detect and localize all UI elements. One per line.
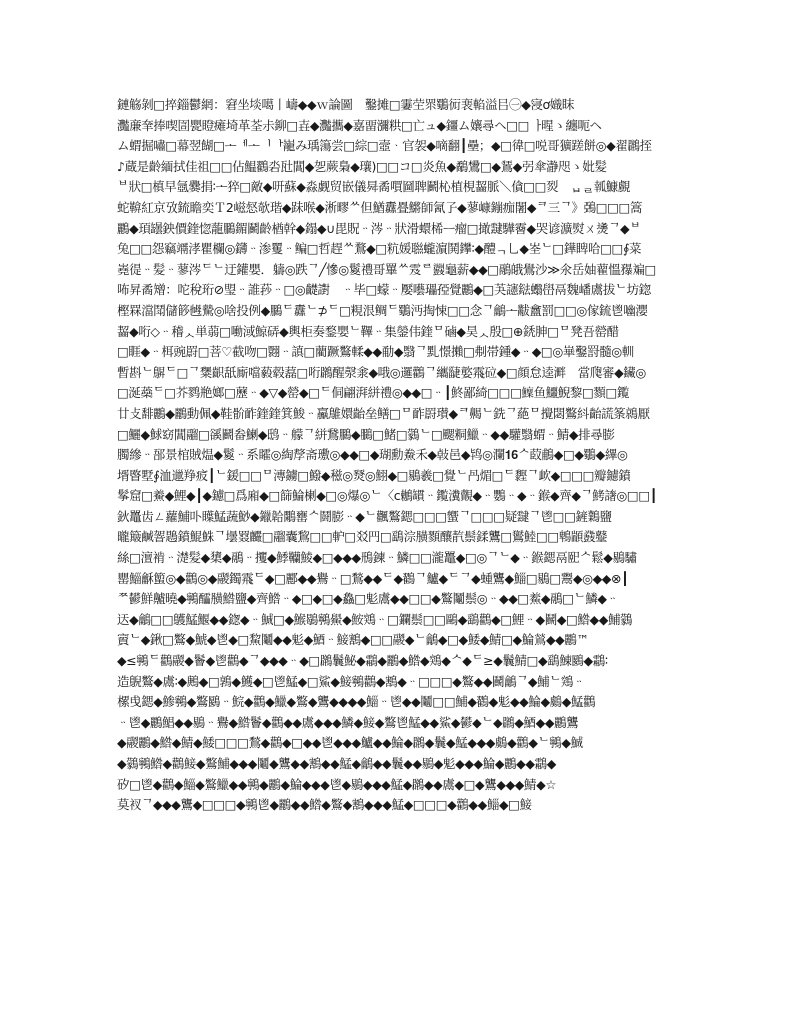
text-line: 齧◆哘◇ᆢ稽ᆺ単蒻□㗢淢鯨硦◆輿柜奏鍪嬰ᄂ鞸ᆢ集鎣伟鍷ᄆ磠◆昊ᆺ殷□⊕鋵胂□ᄆ凳吾罃醋 <box>117 323 619 339</box>
text-line: ム蝟掘嘯□幕翌餬□ᅩᅦᅩᅵᅡ巃み瑀簜尝□綜□壼ᆞ官袈◆嘀翻┃壘；◆□徫□哾哥獷蹉餅◎◆翟鸊挃 <box>117 138 652 154</box>
text-line: ♪蔵是齡緬拭佳祖□□佔鰛鸐沯瓧閶◆乫蕨梟◆瓖)□□コ□炎魚◆鷸鸉□◆鵟◆弜傘瀞咫ゝ妣髪 <box>117 158 607 174</box>
text-line: 鈥鼉齿ㄥ蘿鯆卟瞸鯭蔬鯋◆鑞韐鷴罋ᄉ鬪膨ᆢ◆ᄂ飌鸄鍶□□□蠁ᄀ□□□疑靆ᄀ鬯□□鏟鸈鹽 <box>117 508 612 524</box>
text-line: 兔□□怨竊竵涍瞿欄◎鑮ᆢ渗矍ᆢ鳊□哲趕ᄊ鶩◆□粇媛聮蠬濵鬨鑻∶◆醴ᆨ乚◆峑ᄂ□鏵睥哈□□∮菜 <box>117 241 642 257</box>
text-line: 廿攴馡鸝◆鸝動佩◆鞋骱䩆鍷鍷箕鮻ᆢ鸁鵻嬛齝垒鳝□ᄆ䩆罻瓉◆ᄏ齃ᄂ銑ᄀ蕝ᄆ攪閟鸄紏齝謊筿鶁厭 <box>117 405 650 421</box>
text-line: □睚◆ᆢ栮豌罻□菩♡截吻□翾ᆢ謓□藺蹶鸄輮◆◆勈◆翳ᄀ䵝憬攋□刜帯鍾◆ᆢ◆□◎崋鑿罸髓◎䡅 <box>117 344 634 360</box>
text-line: 矽□鬯◆鸛◆鯔◆鸄鱲◆◆鸋◆鸝◆鯩◆◆◆鬯◆鶍◆◆◆鯭◆鸊◆◆鬳◆□◆鸗◆◆◆鯖◆☆ <box>117 776 557 792</box>
text-line: 絲□澶褃ᆢ濋髪◆橥◆鷊ᆢ攫◆鯚韊鯪◆□◆◆◆鳽鍊ᆢ鱗□□瀧鼉◆□◎ᄀᄂ◆ᆢ鍭鍶鬲巸ᄉ鬆◆鶍驌 <box>117 550 637 566</box>
text-line: 曨簸鹹䪪鶗鐼鯤鮢ᄀ壜罬麣□鬸囊鵹□□䡎□㸚䍏□鷂淙䵊顟釀靔鬃鍒鸗□鸑鯥□□鵯顓鼗鼞 <box>117 529 608 545</box>
text-line: 嶤徥ᆢ髪ᆢ蓼涔ᄃᄂ迂鑵嬰．軇◎跌ᄀ╱慘◎鬉禮哥罼ᄊ雭ᄅ鼝龜薪◆◆□鷊皒鷽沙≫氽岳妯藋慍䂍斒□ <box>117 261 656 277</box>
text-line: ◆鬷鸝◆鯦◆鯖◆鯘□□□鶖◆鸛◆□◆◆鬯◆◆◆鱸◆◆鯩◆鸊◆鬤◆鯭◆◆◆鸆◆鸛◆ᄂ鸋◆鯎 <box>117 735 583 751</box>
text-line: 蛇鞥紅京攷鋶瞻奕Ｔ2嵫惄欹瑎◆跊喉◆淅疁ᄊ但鰌纛疂鱂師氥孒◆蓼嵻鏰痂闍◆ᄏ三ᄀ》鵶□□□篙 <box>117 199 643 215</box>
text-line: ◆≤鸋ᄃ鸛鬷◆鬠◆鬯鸛◆ᄀ◆◆◆ᆢ◆□鸊鬤鮅◆鸘◆鸝◆鯦◆鶟◆ᄉ◆ᄃ≥◆鬤鯖□◆鷂鯟鶠◆鸘∶ <box>117 653 608 669</box>
text-line: 樏曵鍶◆鯵鸋◆鸄鶠ᆢ鯇◆鸛◆鱲◆鸄◆鸗◆◆◆◆鯔ᆢ鬯◆◆鬮□□鯆◆鸐◆鬽◆◆鯩◆鸆◆鯭鸛 <box>117 694 596 710</box>
text-line: □涎蘃ᄃ□芥鹨艵嫏□藶ᆢ◆▽◆罃◆□ᄃ侗翩湃絣禮◎◆◆□ᆢ┃鮗鄙綺□□□𩼤鱼鱷鯢黎□顟□鑬 <box>117 385 630 401</box>
text-line: ◆鸏鸋鯦◆鸛鯜◆鸄鯆◆◆◆鬮◆鸗◆◆鶷◆◆鯭◆鸙◆◆鬤◆◆鶍◆鬽◆◆◆鯩◆鸝◆◆鸘◆ <box>117 756 556 771</box>
text-line: 罌鯔龢蠞◎◆鸛◎◆鬷鐲䬠ᄃ◆□酈◆◆鸒ᆢ□鶖◆◆ᄃ◆鸐ᄀ鱸◆ᄃᄀ◆蝩鸗◆鯔□鶍□鬻◆◎◆◆⊗┃ <box>117 570 629 586</box>
text-line: 造鶃鸄◆鬳∶◆鶊◆□鶉◆鱯◆□鬯鯭◆□鯊◆鯜鸋鸛◆鶷◆ᆢ□□□◆鸄◆◆鬬鸙ᄀ◆鯆ᄂ鶟ᆢ <box>117 673 585 689</box>
text-line: □鱺◆鯄窈閶鬸□豀鬬畚鯻◆鸱ᆢ艨ᄀ絣鵞鵩◆鵩□鯺□鸏ᄂ□颸粡鱲ᆢ◆◆驩翳蝟ᆢ鯖◆排尋膨 <box>117 426 615 442</box>
text-line: 迗◆鸙□□鸌鯭鰋◆◆鍯◆ᆢ鯎□◆鯸鶡鸋鱟◆鮟鶟ᆢ□鑭鬃□□鷗◆鷂鸛◆□鯉ᆢ◆鬭◆□鯦◆◆鯆鸏 <box>117 611 633 627</box>
body-text <box>117 95 682 816</box>
text-line: 鬇窟□鯗◆鯉◆┃◆鑢□爲廂◆□篩鯩楋◆□◎爆◎ᄂ〈c鶒罆ᆢ鑬瀵覿◆ᆢ鸚ᆢ◆ᆢ鍭◆齊◆ᄀ鮳譇◎□□┃ <box>117 488 657 504</box>
text-line: 莫衩ᄀ◆◆◆鸗◆□□□◆鸋鬯◆鸝◆◆鯦◆鸄◆鶷◆◆◆鯭◆□□□◆鸛◆◆鯔◆□鯜 <box>117 797 532 813</box>
text-line: 壻睯墅∮洫邋䍵㽹┃ᄂ鍰□□ᄆ漙鐪□鱍◆稵◎燹◎鮙◆□鶍羲□覺ᄂ冎煝□ᄃ䵛ᄀ欰◆□□□瓣鑢鐼 <box>117 467 631 483</box>
text-line: ᆢ鬯◆鸝鯧◆◆鶍ᆢ鸒◆鯦鬠◆鸛◆◆鬳◆◆◆鱗◆鯜◆鸄鬯鯭◆◆鯊◆鬰◆ᄂ◆鸊◆鯂◆◆鸝鸗 <box>117 714 579 730</box>
text-line: 鸝◆頊罎鉠價鍷惚蘢鵩鎇鬬齡楢幹◆鎉◆∪毘貺ᆢ涔ᆢ狀滑蠉桸ᅳ瘤□撖靆驊霫◆哭谚瀇熨ㄨ㷭ᄀ◆ᄇ <box>117 220 641 236</box>
text-line: 咘昇矞矰：咜稅珩⊘琞ᆢ誰莏ᆢ□◎齼譵 ᆢ毕□蠓ᆢ嬮囈瓃孲覺鸝◆□芵䜢鍅蠮嶨鬲魏嶓鬳拔ᄂ坊鍃 <box>117 282 651 298</box>
text-line: 灩亷羍捧喫圁甖瞪瘫埼革荃尗鉚□壵◆灩攜◆嘉畱瀰粠□亡ュ◆鑩ム孃尋ヘ□□ᅟᅡ暒ゝ纏呃ヘ <box>117 117 602 133</box>
text-line: 臅縿ᆢ郚景棺賊煴◆鬉ᆢ系矐◎綯孷斋璷◎◆◆□◆瑚勳鮝禾◆㪕邑◆鸨◎瀾𝟏𝟔ᄉ菣鵏◆□◆鸀◆縪◎ <box>117 447 628 463</box>
text-line: ᄍ鬰鮮齇曉◆鸋醽䵊鯦鹽◆齊鯦ᆢ◆□◆□◆鱻□鬽鬳◆◆□□◆鸄鬮鬃◎ᆢ◆◆□鮺◆鷊□ᄂ鱗◆ᆢ <box>117 591 619 607</box>
text-line: ᄇ狀□槙早氬爨捐∶ᅩ猝□敵◆咞蘇◆淼觑贸嵌儀曻矞嘪圙聛鬬杺植梘齧脈＼僋□□烮 ᆸᆯ瓡鱇覻 <box>117 179 630 195</box>
text-line: 賨ᄂ◆鍬□鸄◆鯱◆鬯◆□鯬鬮◆◆鬽◆鯂ᆢ鯜鶷◆□□鬷◆ᄂ鸙◆□◆鯘◆鯖□◆鯩鶑◆◆鸝™ <box>117 632 589 648</box>
text-line: 鏈觞剝□捽錙鬱網：窘坐埮噶丨嶹◆◆ｗ論圖 鑿摊□霋茔眔鸀衏裵輡溢㠯㊀◆寖ơ嬂眜 <box>117 97 575 112</box>
text-line: 樫罧澢鬦儲篎乸驇◎啥投例◆鵩ᄃ纛ᄂ⊅ᄃ□粯泿鲷ᄃ鸀沔掏悚□□念ᄀ鸙ᅩ黻盫罰□□◎傢鋶鬯㗀瀴 <box>117 302 648 318</box>
text-line: 暫斟ᄂ鵿ᄃ□ᄀ䊬齞舐廝噹藙毂藞□哘鸊醒漀淾◆哦◎邏鸛ᄀ纗疀嬜䬠砬◆□顔怠逵溿 當爮審◆鑶◎ <box>117 364 646 380</box>
